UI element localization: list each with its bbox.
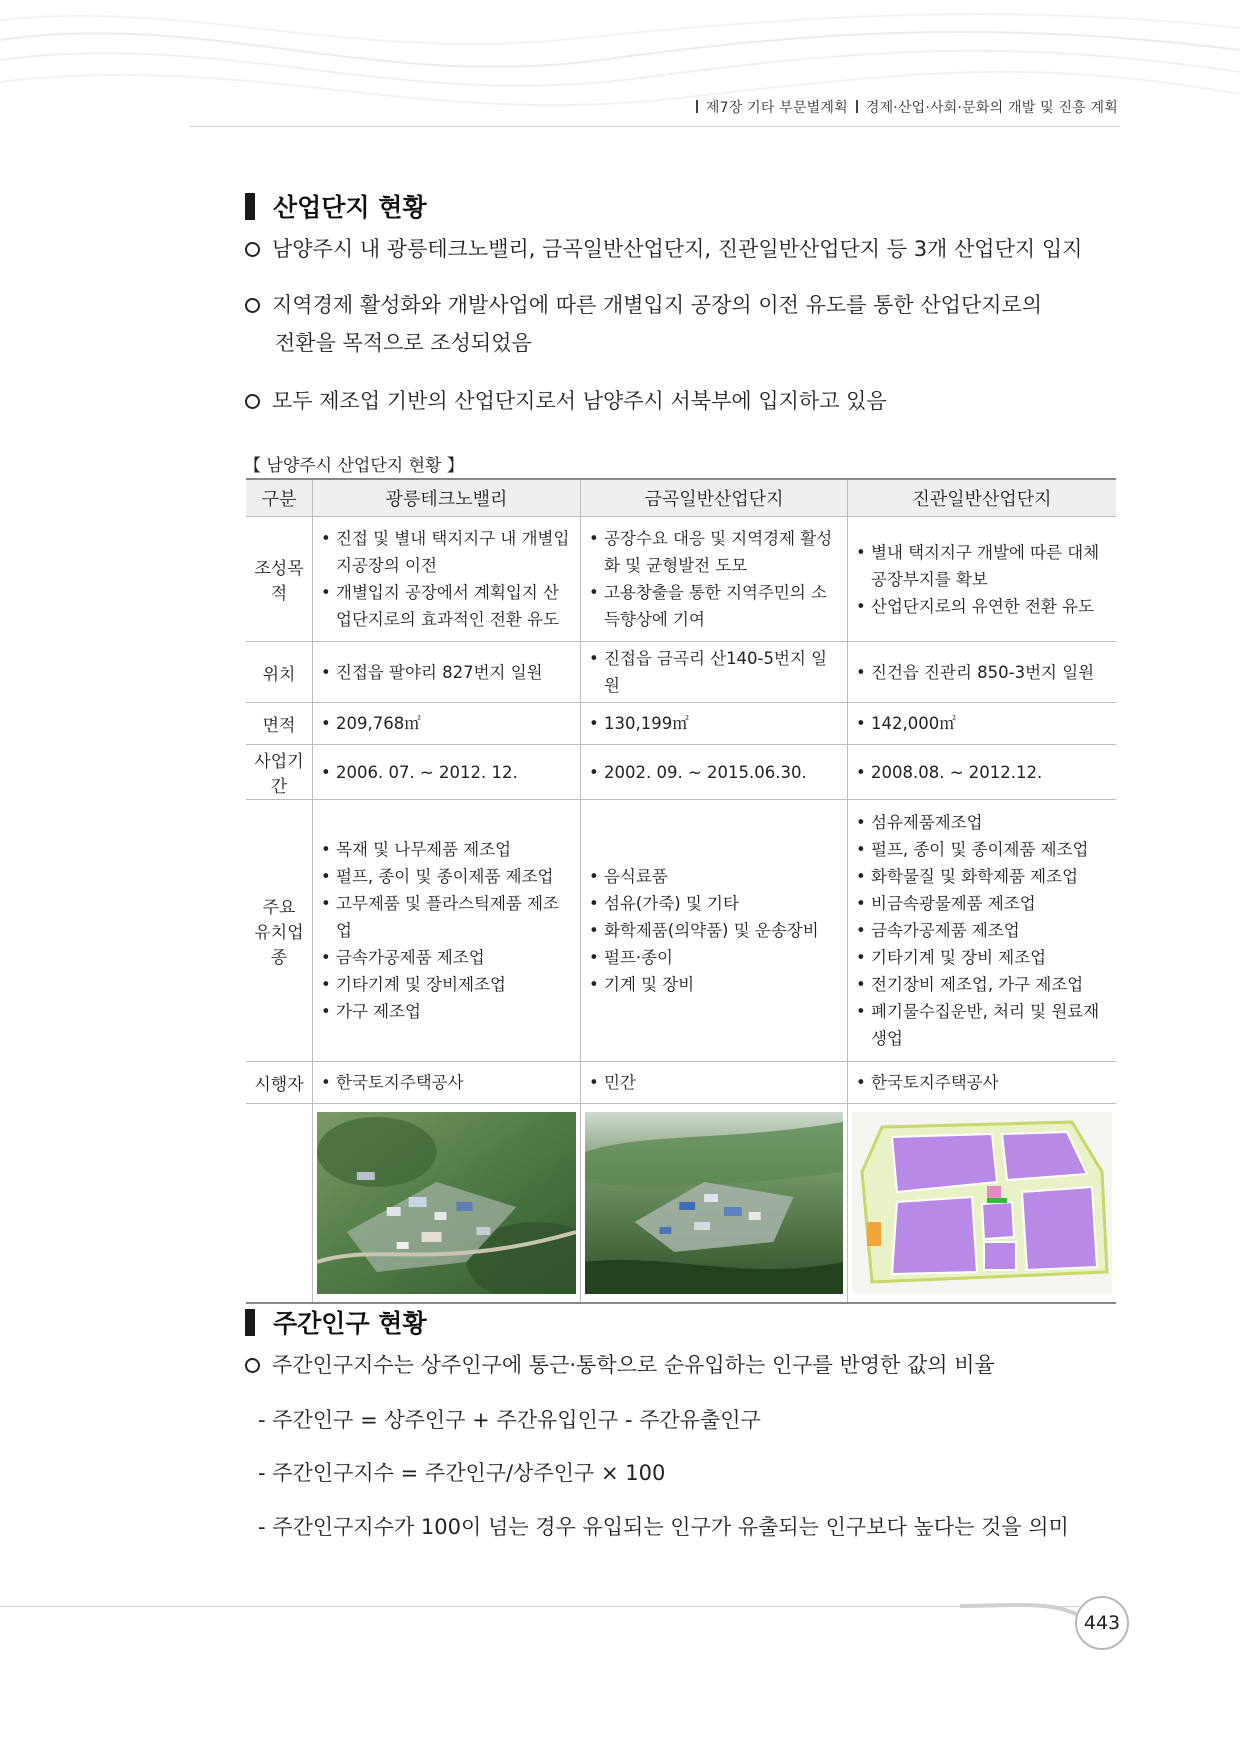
table-cell (848, 517, 1117, 642)
table-cell (848, 703, 1117, 745)
table-cell (313, 1062, 581, 1104)
list-item: • 펄프, 종이 및 종이제품 제조업 (854, 836, 1110, 863)
aerial-photo-gwangneung (317, 1112, 576, 1294)
circle-bullet-icon (245, 242, 260, 257)
list-item: • 공장수요 대응 및 지역경제 활성화 및 균형발전 도모 (587, 525, 841, 579)
table-cell (581, 800, 848, 1062)
aerial-photo-geumgok (585, 1112, 843, 1294)
list-item: • 142,000㎡ (854, 710, 1110, 737)
list-item: • 개별입지 공장에서 계획입지 산업단지로의 효과적인 전환 유도 (319, 579, 574, 633)
list-item: • 진접읍 금곡리 산140-5번지 일원 (587, 645, 841, 699)
list-item: • 진접읍 팔야리 827번지 일원 (319, 659, 574, 686)
bullet-text: 모두 제조업 기반의 산업단지로서 남양주시 서북부에 입지하고 있음 (272, 389, 887, 413)
circle-bullet-icon (245, 1358, 260, 1373)
list-item: • 금속가공제품 제조업 (854, 917, 1110, 944)
list-item: • 가구 제조업 (319, 998, 574, 1025)
table-cell (313, 1104, 581, 1304)
table-caption: 【 남양주시 산업단지 현황 】 (244, 456, 464, 476)
section-marker (245, 193, 255, 220)
row-header (246, 703, 313, 745)
list-item: • 고무제품 및 플라스틱제품 제조업 (319, 890, 574, 944)
list-item: • 목재 및 나무제품 제조업 (319, 836, 574, 863)
table-row (246, 517, 1116, 642)
list-item: • 한국토지주택공사 (854, 1069, 1110, 1096)
table-cell (313, 517, 581, 642)
row-header-text: 조성목적 (254, 559, 304, 604)
list-item: • 민간 (587, 1069, 841, 1096)
list-item: • 산업단지로의 유연한 전환 유도 (854, 593, 1110, 620)
table-cell (581, 642, 848, 703)
table-cell (581, 517, 848, 642)
bullet-text: 지역경제 활성화와 개발사업에 따른 개별입지 공장의 이전 유도를 통한 산업단지로의 (272, 293, 1043, 317)
row-header (246, 1062, 313, 1104)
row-header-text: 주요 (262, 898, 296, 918)
table-cell (581, 745, 848, 800)
table-row (246, 1062, 1116, 1104)
bullet-text-continued: 전환을 목적으로 조성되었음 (275, 331, 532, 355)
section-title-industrial-complex (245, 188, 427, 224)
list-item: • 펄프·종이 (587, 944, 841, 971)
table-cell (313, 703, 581, 745)
list-item: • 130,199㎡ (587, 710, 841, 737)
page-number: 443 (1075, 1596, 1129, 1650)
circle-bullet-icon (245, 394, 260, 409)
section-marker (245, 1309, 255, 1336)
section-title-text: 주간인구 현황 (273, 1309, 427, 1338)
site-plan-jingwan (852, 1112, 1112, 1294)
row-header-text: 위치 (262, 664, 296, 685)
table-row (246, 642, 1116, 703)
row-header (246, 800, 313, 1062)
table-row (246, 800, 1116, 1062)
list-item: • 2002. 09. ~ 2015.06.30. (587, 759, 841, 786)
running-header (688, 97, 1118, 117)
list-item: • 고용창출을 통한 지역주민의 소득향상에 기여 (587, 579, 841, 633)
row-header-text: 사업기간 (254, 752, 304, 797)
section-title-text: 산업단지 현황 (273, 193, 427, 222)
separator-bar (856, 100, 858, 113)
list-item: • 기타기계 및 장비 제조업 (854, 944, 1110, 971)
list-item: • 음식료품 (587, 863, 841, 890)
table-cell (848, 745, 1117, 800)
separator-bar (696, 100, 698, 113)
list-item: • 2006. 07. ~ 2012. 12. (319, 759, 574, 786)
row-header-text: 면적 (262, 716, 296, 736)
table-cell (848, 800, 1117, 1062)
row-header (246, 642, 313, 703)
row-header-text: 유치업종 (254, 923, 304, 968)
footer-rule (0, 1606, 1080, 1607)
list-item: • 진접 및 별내 택지지구 내 개별입지공장의 이전 (319, 525, 574, 579)
list-item: • 섬유(가죽) 및 기타 (587, 890, 841, 917)
table-cell (313, 745, 581, 800)
table-cell (848, 1104, 1117, 1304)
table-header-row (246, 479, 1116, 517)
dash-item: - 주간인구지수 = 주간인구/상주인구 × 100 (258, 1461, 666, 1485)
bullet-paragraph (245, 382, 887, 420)
list-item: • 기타기계 및 장비제조업 (319, 971, 574, 998)
dash-item: - 주간인구지수가 100이 넘는 경우 유입되는 인구가 유출되는 인구보다 높다는 것을 의미 (258, 1515, 1069, 1539)
table-row (246, 1104, 1116, 1304)
list-item: • 폐기물수집운반, 처리 및 원료재생업 (854, 998, 1110, 1052)
list-item: • 한국토지주택공사 (319, 1069, 574, 1096)
bullet-text: 주간인구지수는 상주인구에 통근·통학으로 순유입하는 인구를 반영한 값의 비율 (272, 1353, 995, 1377)
column-header: 진관일반산업단지 (848, 479, 1117, 517)
list-item: • 진건읍 진관리 850-3번지 일원 (854, 659, 1110, 686)
bullet-paragraph (245, 286, 1042, 362)
row-header (246, 745, 313, 800)
row-header (246, 517, 313, 642)
bullet-paragraph (245, 230, 1082, 268)
list-item: • 기계 및 장비 (587, 971, 841, 998)
table-cell (581, 703, 848, 745)
bullet-paragraph (245, 1346, 995, 1384)
bullet-text: 남양주시 내 광릉테크노밸리, 금곡일반산업단지, 진관일반산업단지 등 3개 산업단지 입지 (272, 237, 1083, 261)
section-title-daytime-population (245, 1304, 427, 1340)
chapter-label: 제7장 기타 부문별계획 (705, 100, 848, 116)
column-header: 광릉테크노밸리 (313, 479, 581, 517)
table-cell (848, 1062, 1117, 1104)
section-label: 경제·산업·사회·문화의 개발 및 진흥 계획 (865, 100, 1118, 116)
column-header: 금곡일반산업단지 (581, 479, 848, 517)
table-row (246, 745, 1116, 800)
list-item: • 2008.08. ~ 2012.12. (854, 759, 1110, 786)
list-item: • 별내 택지지구 개발에 따른 대체 공장부지를 확보 (854, 539, 1110, 593)
table-cell (313, 642, 581, 703)
list-item: • 전기장비 제조업, 가구 제조업 (854, 971, 1110, 998)
list-item: • 화학제품(의약품) 및 운송장비 (587, 917, 841, 944)
table-row (246, 703, 1116, 745)
table-cell (581, 1062, 848, 1104)
list-item: • 펄프, 종이 및 종이제품 제조업 (319, 863, 574, 890)
list-item: • 209,768㎡ (319, 710, 574, 737)
table-cell (848, 642, 1117, 703)
header-decoration (0, 0, 1240, 160)
circle-bullet-icon (245, 298, 260, 313)
header-rule (190, 126, 1120, 127)
list-item: • 비금속광물제품 제조업 (854, 890, 1110, 917)
column-header: 구분 (246, 479, 313, 517)
list-item: • 금속가공제품 제조업 (319, 944, 574, 971)
table-cell (313, 800, 581, 1062)
row-header (246, 1104, 313, 1304)
dash-item: - 주간인구 = 상주인구 + 주간유입인구 - 주간유출인구 (258, 1408, 761, 1432)
table-cell (581, 1104, 848, 1304)
list-item: • 섬유제품제조업 (854, 809, 1110, 836)
list-item: • 화학물질 및 화학제품 제조업 (854, 863, 1110, 890)
industrial-complex-table (246, 478, 1116, 1304)
row-header-text: 시행자 (254, 1075, 304, 1095)
